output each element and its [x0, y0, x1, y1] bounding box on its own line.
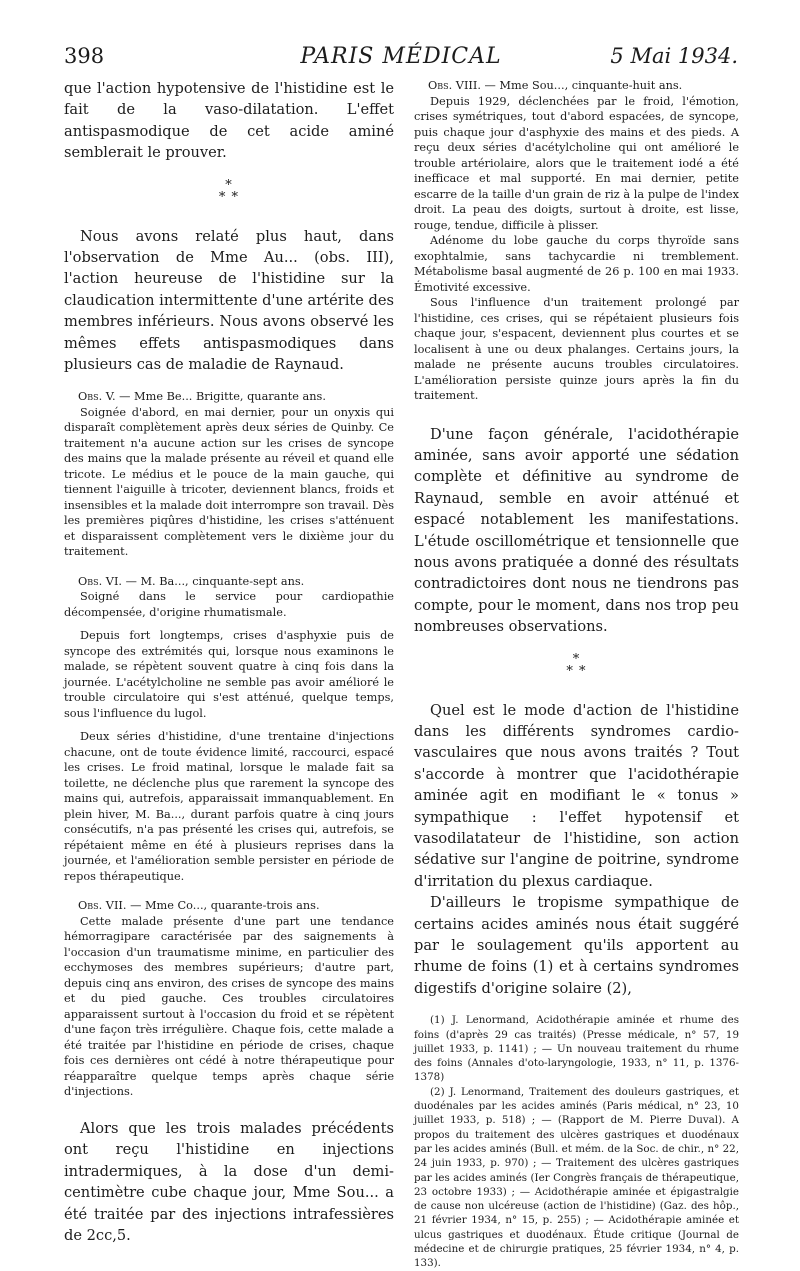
observation-text: Soigné dans le service pour cardiopathie décompensée, d'origine rhumatismale.	[64, 590, 394, 619]
observation-patient: — M. Ba..., cinquante-sept ans.	[122, 574, 305, 588]
observation-text: Sous l'influence d'un traitement prolongé par l'histidine, ces crises, qui se répétaient plusieurs fois chaque jour, s'espacent, deviennent plus courtes et se localisent à une ou deux phalanges. Certains jours, la malade ne présente aucuns troubles circulatoires. L'amélioration persiste quinze jours après la fin du traitement.	[414, 296, 739, 402]
observation-heading	[64, 574, 394, 590]
observation-patient: — Mme Sou..., cinquante-huit ans.	[480, 79, 683, 92]
observation-heading	[64, 898, 394, 914]
observation-label: Obs. V.	[78, 390, 116, 404]
issue-date: 5 Mai 1934.	[610, 44, 738, 68]
observation-patient: — Mme Co..., quarante-trois ans.	[126, 899, 320, 913]
paragraph: Quel est le mode d'action de l'histidine dans les différents syndromes cardio-vasculaires que nous avons traités ? Tout s'accorde à montrer que l'acidothérapie aminée agit en modifiant le « tonus » sympathique : l'effet hypotensif et vasodilatateur de l'histidine, son action sédative sur l'angine de poitrine, syndrome d'irritation du plexus cardiaque.	[414, 701, 739, 890]
observation-label: Obs. VI.	[78, 574, 123, 588]
observation-patient: — Mme Be... Brigitte, quarante ans.	[115, 390, 326, 404]
separator-stars-bottom: * *	[218, 189, 240, 205]
paragraph: Alors que les trois malades précédents ont reçu l'histidine en injections intradermiques, à la dose d'un demi-centimètre cube chaque jour, Mme Sou... a été traitée par des injections intrafessières de 2cc,5.	[64, 1119, 394, 1244]
right-column	[414, 78, 739, 1271]
section-separator	[414, 651, 739, 679]
journal-title: PARIS MÉDICAL	[300, 44, 502, 69]
observation-text: Cette malade présente d'une part une tendance hémorragipare caractérisée par des saignements à l'occasion d'un traumatisme minime, en particulier des ecchymoses des membres supérieurs; d'autre part, depuis cinq ans environ, des crises de syncope des mains et du pied gauche. Ces troubles circulatoires apparaissent surtout à l'occasion du froid et se répètent d'une façon très irrégulière. Chaque fois, cette malade a été traitée par l'histidine en période de crises, chaque fois ces dernières ont cédé à notre thérapeutique pour réapparaître quelque temps après chaque série d'injections.	[64, 914, 394, 1099]
separator-star-top: *	[572, 651, 581, 667]
observation-heading	[414, 78, 739, 94]
footnote: (2) J. Lenormand, Traitement des douleurs gastriques, et duodénales par les acides aminés (Paris médical, n° 23, 10 juillet 1933, p. 518) ; — (Rapport de M. Pierre Duval). A propos du traitement des ulcères gastriques et duodénaux par les acides aminés (Bull. et mém. de la Soc. de chir., n° 22, 24 juin 1933, p. 970) ; — Traitement des ulcères gastriques par les acides aminés (Ier Congrès français de thérapeutique, 23 octobre 1933) ; — Acidothérapie aminée et épigastralgie de cause non ulcéreuse (action de l'histidine) (Gaz. des hôp., 21 février 1934, n° 15, p. 255) ; — Acidothérapie aminée et ulcus gastriques et duodénaux. Étude critique (Journal de médecine et de chirurgie pratiques, 25 février 1934, n° 4, p. 133).	[414, 1085, 739, 1270]
observation-text: Soignée d'abord, en mai dernier, pour un onyxis qui disparaît complètement après deux séries de Quinby. Ce traitement n'a aucune action sur les crises de syncope des mains que la malade présente au réveil et quand elle tricote. Le médius et le pouce de la main gauche, qui tiennent l'aiguille à tricoter, deviennent blancs, froids et insensibles et la malade doit interrompre son travail. Dès les premières piqûres d'histidine, les crises s'atténuent et disparaissent complètement vers le dixième jour du traitement.	[64, 405, 394, 559]
page-number: 398	[64, 44, 105, 68]
observation-text: Adénome du lobe gauche du corps thyroïde sans exophtalmie, sans tachycardie ni tremblement. Métabolisme basal augmenté de 26 p. 100 en mai 1933. Émotivité excessive.	[414, 234, 739, 294]
left-column	[64, 78, 394, 1246]
paragraph: D'ailleurs le tropisme sympathique de certains acides aminés nous était suggéré par le soulagement qu'ils apportent au rhume de foins (1) et à certains syndromes digestifs d'origine solaire (2),	[414, 894, 739, 997]
observation-text: Deux séries d'histidine, d'une trentaine d'injections chacune, ont de toute évidence limité, raccourci, espacé les crises. Le froid matinal, lorsque le malade fait sa toilette, ne déclenche plus que rarement la syncope des mains qui, autrefois, apparaissait immanquablement. En plein hiver, M. Ba..., durant parfois quatre à cinq jours consécutifs, n'a pas présenté les crises qui, autrefois, se répétaient même en été à plusieurs reprises dans la journée, et l'amélioration semble persister en période de repos thérapeutique.	[64, 730, 394, 883]
footnote: (1) J. Lenormand, Acidothérapie aminée et rhume des foins (d'après 29 cas traités) (Presse médicale, n° 57, 19 juillet 1933, p. 1141) ; — Un nouveau traitement du rhume des foins (Annales d'oto-laryngologie, 1933, n° 11, p. 1376-1378)	[414, 1014, 739, 1084]
section-separator	[64, 177, 394, 205]
separator-star-top: *	[225, 177, 233, 193]
paragraph: Nous avons relaté plus haut, dans l'observation de Mme Au... (obs. III), l'action heureuse de l'histidine sur la claudication intermittente d'une artérite des membres inférieurs. Nous avons observé les mêmes effets antispasmodiques dans plusieurs cas de maladie de Raynaud.	[64, 227, 394, 374]
paragraph: que l'action hypotensive de l'histidine est le fait de la vaso-dilatation. L'effet antispasmodique de cet acide aminé semblerait le prouver.	[64, 80, 394, 162]
observation-label: Obs. VIII.	[428, 79, 481, 92]
page-header	[64, 44, 738, 76]
observation-label: Obs. VII.	[78, 899, 127, 913]
observation-text: Depuis fort longtemps, crises d'asphyxie puis de syncope des extrémités qui, lorsque nous examinons le malade, se répètent souvent quatre à cinq fois dans la journée. L'acétylcholine ne semble pas avoir amélioré le trouble circulatoire qui s'est atténué, quelque temps, sous l'influence du lugol.	[64, 629, 394, 720]
paragraph: D'une façon générale, l'acidothérapie aminée, sans avoir apporté une sédation complète et définitive au syndrome de Raynaud, semble en avoir atténué et espacé notablement les manifestations. L'étude oscillométrique et tensionnelle que nous avons pratiquée a donné des résultats contradictoires dont nous ne tiendrons pas compte, pour le moment, dans nos trop peu nombreuses observations.	[414, 425, 739, 636]
observation-heading	[64, 389, 394, 405]
observation-text: Depuis 1929, déclenchées par le froid, l'émotion, crises symétriques, tout d'abord espacées, de syncope, puis chaque jour d'asphyxie des mains et des pieds. A reçu deux séries d'acétylcholine qui ont amélioré le trouble artériolaire, alors que le traitement iodé a été inefficace et mal supporté. En mai dernier, petite escarre de la taille d'un grain de riz à la pulpe de l'index droit. La peau des doigts, surtout à droite, est lisse, rouge, tendue, difficile à plisser.	[414, 94, 739, 232]
separator-stars-bottom: * *	[566, 663, 587, 679]
